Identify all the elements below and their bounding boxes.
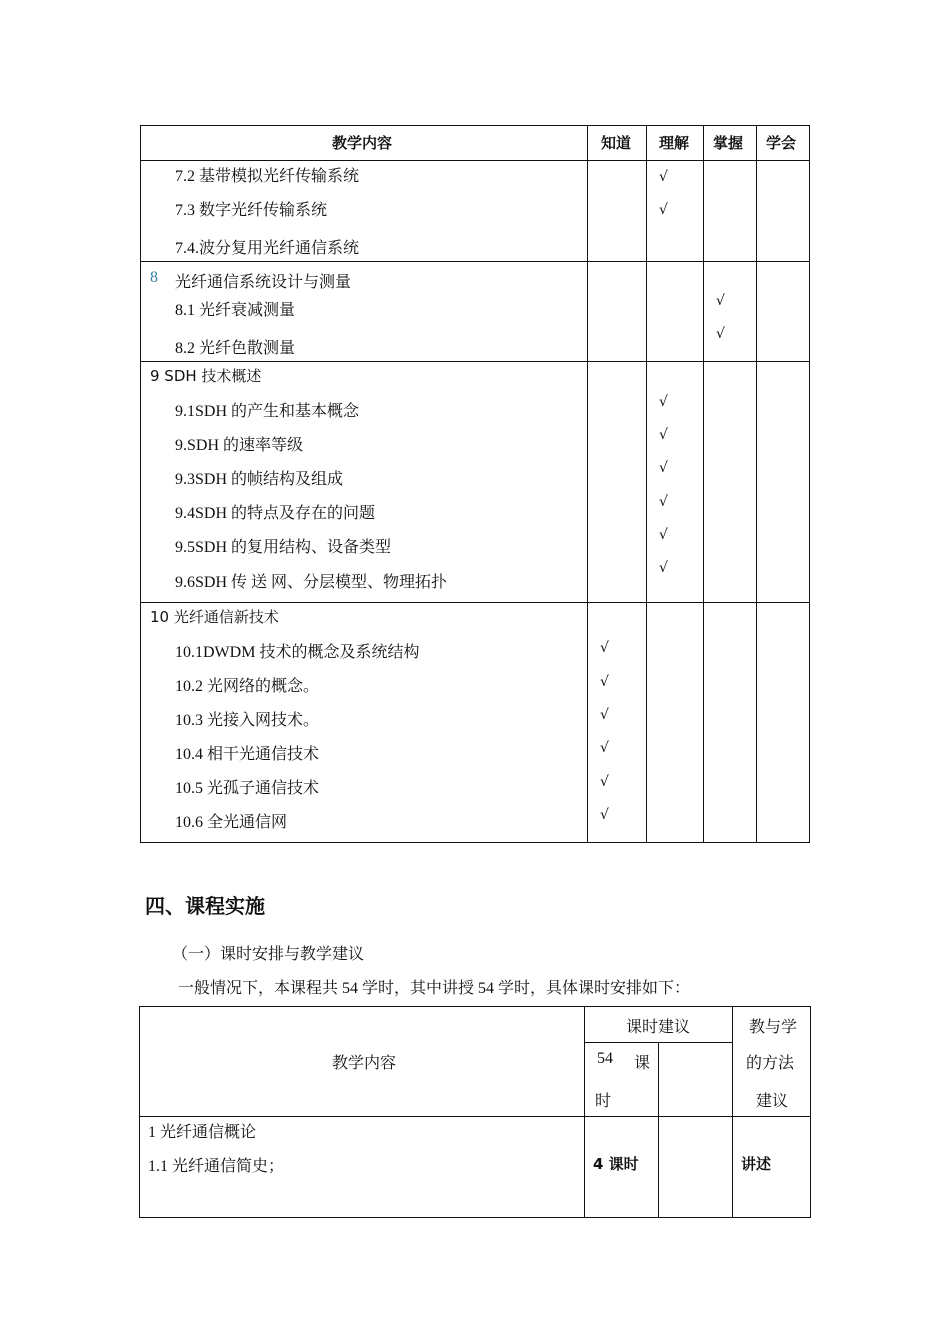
check-mark: √ [600, 674, 609, 690]
row1-hours: 4 课时 [593, 1155, 639, 1173]
header-learn: 学会 [766, 134, 797, 152]
check-mark: √ [659, 169, 668, 185]
check-mark: √ [600, 707, 609, 723]
topic-10-3: 10.3 光接入网技术。 [175, 712, 320, 729]
row1-subtopic: 1.1 光纤通信简史； [148, 1158, 285, 1175]
topic-8: 光纤通信系统设计与测量 [175, 274, 352, 291]
method-header-3: 建议 [756, 1093, 789, 1110]
check-mark: √ [659, 202, 668, 218]
check-mark: √ [659, 527, 668, 543]
topic-10: 10 光纤通信新技术 [150, 608, 279, 626]
hours-54: 54 [597, 1050, 613, 1067]
content-header: 教学内容 [332, 1055, 397, 1072]
topic-8-1: 8.1 光纤衰减测量 [175, 302, 296, 319]
section-heading: 四、课程实施 [145, 894, 265, 918]
check-mark: √ [600, 740, 609, 756]
hours-unit-2: 时 [595, 1093, 612, 1110]
check-mark: √ [600, 807, 609, 823]
topic-9-2: 9.SDH 的速率等级 [175, 437, 304, 454]
hours-unit-1: 课 [634, 1055, 651, 1072]
topic-7-3: 7.3 数字光纤传输系统 [175, 202, 328, 219]
topic-10-5: 10.5 光孤子通信技术 [175, 780, 320, 797]
topic-7-2: 7.2 基带模拟光纤传输系统 [175, 168, 360, 185]
row1-title: 1 光纤通信概论 [148, 1124, 257, 1141]
topic-8-number: 8 [150, 269, 158, 286]
header-content: 教学内容 [332, 134, 393, 152]
header-master: 掌握 [713, 134, 744, 152]
check-mark: √ [716, 293, 725, 309]
check-mark: √ [600, 774, 609, 790]
topic-9-4: 9.4SDH 的特点及存在的问题 [175, 505, 376, 522]
header-know: 知道 [601, 134, 632, 152]
topic-10-2: 10.2 光网络的概念。 [175, 678, 320, 695]
topic-10-4: 10.4 相干光通信技术 [175, 746, 320, 763]
check-mark: √ [659, 460, 668, 476]
topic-7-4: 7.4.波分复用光纤通信系统 [175, 240, 360, 257]
header-understand: 理解 [659, 134, 690, 152]
check-mark: √ [659, 394, 668, 410]
check-mark: √ [716, 326, 725, 342]
check-mark: √ [659, 560, 668, 576]
method-header-1: 教与学 [749, 1019, 798, 1036]
check-mark: √ [659, 494, 668, 510]
topic-9-1: 9.1SDH 的产生和基本概念 [175, 403, 360, 420]
check-mark: √ [659, 427, 668, 443]
topic-10-1: 10.1DWDM 技术的概念及系统结构 [175, 644, 420, 661]
topic-9-5: 9.5SDH 的复用结构、设备类型 [175, 539, 392, 556]
topic-9: 9 SDH 技术概述 [150, 367, 262, 385]
topic-9-6: 9.6SDH 传 送 网、分层模型、物理拓扑 [175, 574, 448, 591]
topic-9-3: 9.3SDH 的帧结构及组成 [175, 471, 344, 488]
method-header-2: 的方法 [746, 1055, 795, 1072]
hours-header: 课时建议 [626, 1019, 691, 1036]
check-mark: √ [600, 640, 609, 656]
row1-method: 讲述 [741, 1155, 772, 1173]
subsection-heading: （一）课时安排与教学建议 [172, 946, 365, 963]
topic-10-6: 10.6 全光通信网 [175, 814, 288, 831]
topic-8-2: 8.2 光纤色散测量 [175, 340, 296, 357]
intro-paragraph: 一般情况下，本课程共 54 学时，其中讲授 54 学时，具体课时安排如下： [178, 980, 691, 997]
